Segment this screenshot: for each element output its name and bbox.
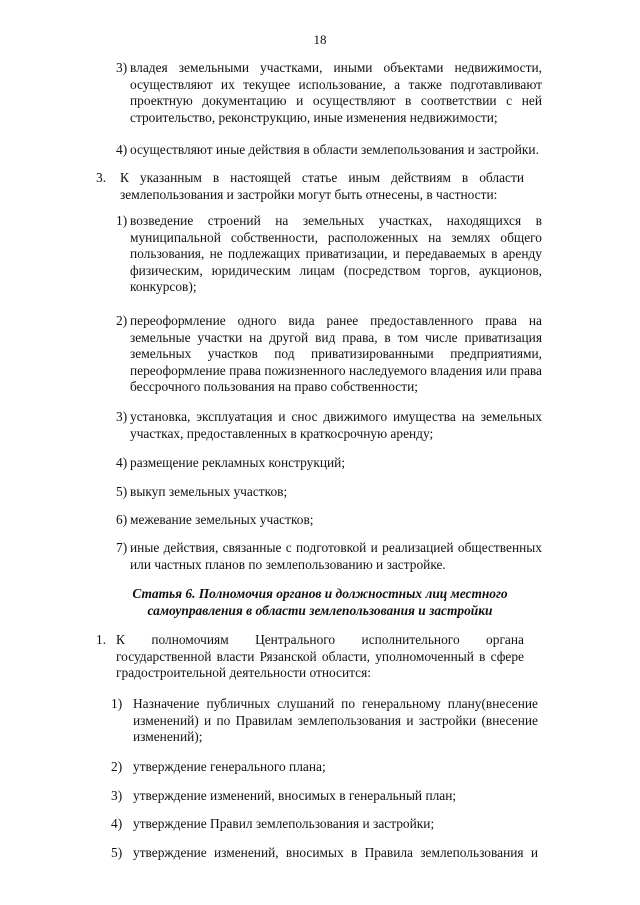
list-item-text: утверждение генерального плана;: [133, 759, 326, 774]
list-item-text: выкуп земельных участков;: [130, 484, 288, 499]
list-item-number: 2): [116, 313, 128, 328]
list-item: [111, 816, 538, 833]
paragraph-text: К полномочиям Центрального исполнительного органа государственной власти Рязанской области, уполномоченный в сфере градостроительной деятельности относится:: [116, 632, 524, 681]
list-item-text: утверждение Правил землепользования и застройки;: [133, 816, 435, 831]
list-item-text: возведение строений на земельных участках, находящихся в муниципальной собственности, расположенных на землях общего пользования, не подлежащих приватизации, и передаваемых в аренду физическим, юридическим лицам (посредством торгов, аукционов, конкурсов);: [130, 213, 542, 295]
list-item-number: 7): [116, 540, 128, 555]
list-item-number: 2): [111, 759, 123, 774]
numbered-paragraph: [96, 170, 524, 203]
paragraph-text: К указанным в настоящей статье иным действиям в области землепользования и застройки могут быть отнесены, в частности:: [120, 170, 524, 202]
list-item-number: 6): [116, 512, 128, 527]
list-item-number: 3): [116, 409, 128, 424]
list-item: [111, 696, 538, 746]
list-item: [111, 759, 538, 776]
list-item-text: установка, эксплуатация и снос движимого имущества на земельных участках, предоставленных в краткосрочную аренду;: [130, 409, 542, 441]
list-item: [116, 313, 542, 396]
list-item-text: владея земельными участками, иными объектами недвижимости, осуществляют их текущее использование, а также подготавливают проектную документацию и осуществляют в соответствии с ней строительство, реконструкцию, иные изменения недвижимости;: [130, 60, 542, 125]
list-item-text: межевание земельных участков;: [130, 512, 314, 527]
list-item-number: 3): [111, 788, 123, 803]
list-item-text: размещение рекламных конструкций;: [130, 455, 346, 470]
list-item-number: 1): [111, 696, 123, 711]
list-item: [116, 409, 542, 442]
list-item-number: 4): [116, 142, 128, 157]
list-item: [111, 788, 538, 805]
list-item-text: утверждение изменений, вносимых в Правила землепользования и: [133, 845, 538, 860]
list-item-number: 3): [116, 60, 128, 75]
list-item-text: утверждение изменений, вносимых в генеральный план;: [133, 788, 457, 803]
list-item: [116, 540, 542, 573]
numbered-paragraph: [96, 632, 524, 682]
page-number: 18: [313, 32, 327, 47]
list-item-number: 5): [111, 845, 123, 860]
list-item: [116, 455, 542, 472]
list-item-number: 1): [116, 213, 128, 228]
paragraph-number: 1.: [96, 632, 107, 647]
list-item: [116, 512, 542, 529]
list-item-text: Назначение публичных слушаний по генеральному плану(внесение изменений) и по Правилам землепользования и застройки (внесение изменений);: [133, 696, 538, 745]
list-item-number: 5): [116, 484, 128, 499]
list-item: [116, 484, 542, 501]
list-item-text: осуществляют иные действия в области землепользования и застройки.: [130, 142, 539, 157]
list-item: [116, 142, 542, 159]
list-item-number: 4): [111, 816, 123, 831]
paragraph-number: 3.: [96, 170, 107, 185]
article-heading-line: самоуправления в области землепользования и застройки: [147, 602, 493, 618]
article-heading-line: Статья 6. Полномочия органов и должностных лиц местного: [132, 586, 508, 601]
list-item: [111, 845, 538, 862]
article-heading: [96, 586, 544, 619]
list-item-number: 4): [116, 455, 128, 470]
list-item-text: иные действия, связанные с подготовкой и реализацией общественных или частных планов по землепользованию и застройке.: [130, 540, 542, 572]
list-item: [116, 60, 542, 126]
list-item-text: переоформление одного вида ранее предоставленного права на земельные участки на другой вид права, в том числе приватизация земельных участков под приватизированными предприятиями, переоформление права пожизненного наследуемого владения или права бессрочного пользования на право собственности;: [130, 313, 542, 395]
list-item: [116, 213, 542, 296]
